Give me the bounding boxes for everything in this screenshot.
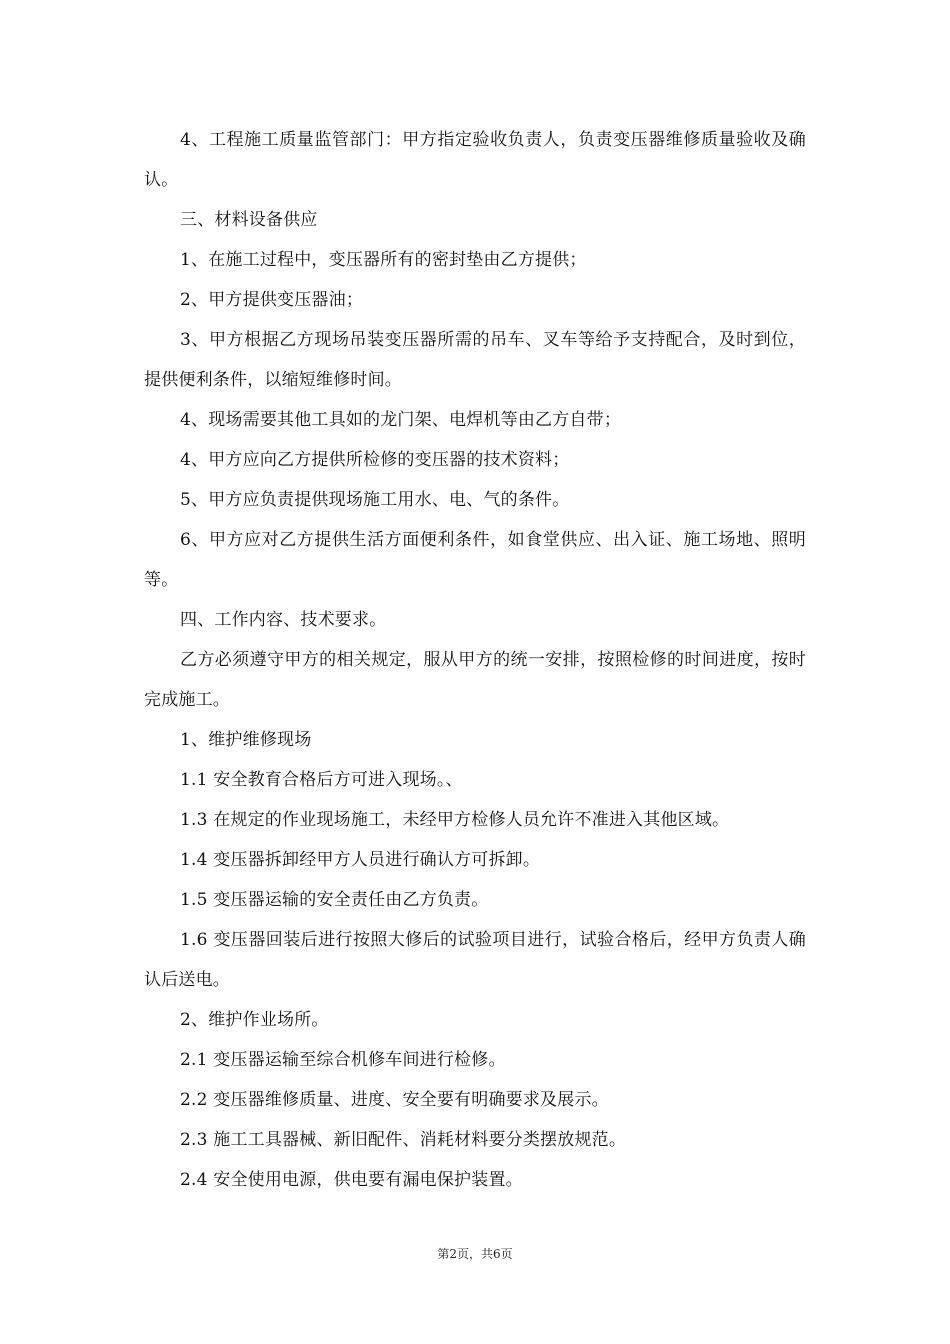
clause-1-4: 1.4 变压器拆卸经甲方人员进行确认方可拆卸。: [180, 850, 541, 870]
clause-1-6: 1.6 变压器回装后进行按照大修后的试验项目进行，试验合格后，经甲方负责人确认后送电。: [144, 930, 806, 990]
clause-2-4: 2.4 安全使用电源，供电要有漏电保护装置。: [180, 1170, 523, 1190]
clause-2-3: 2.3 施工工具器械、新旧配件、消耗材料要分类摆放规范。: [180, 1130, 627, 1150]
clause-1-5: 1.5 变压器运输的安全责任由乙方负责。: [180, 890, 489, 910]
paragraph-compliance: 乙方必须遵守甲方的相关规定，服从甲方的统一安排，按照检修的时间进度，按时完成施工。: [144, 650, 806, 710]
section-heading-work-content: 四、工作内容、技术要求。: [180, 610, 387, 630]
paragraph-utilities: 5、甲方应负责提供现场施工用水、电、气的条件。: [180, 490, 570, 510]
clause-2-2: 2.2 变压器维修质量、进度、安全要有明确要求及展示。: [180, 1090, 609, 1110]
page-number-footer: 第2页，共6页: [437, 1247, 513, 1261]
paragraph-other-tools: 4、现场需要其他工具如的龙门架、电焊机等由乙方自带；: [180, 410, 622, 430]
clause-2-1: 2.1 变压器运输至综合机修车间进行检修。: [180, 1050, 506, 1070]
document-body: [144, 120, 806, 1200]
paragraph-seals: 1、在施工过程中，变压器所有的密封垫由乙方提供；: [180, 250, 587, 270]
paragraph-transformer-oil: 2、甲方提供变压器油；: [180, 290, 364, 310]
paragraph-quality-supervision: 4、工程施工质量监管部门：甲方指定验收负责人，负责变压器维修质量验收及确认。: [144, 130, 806, 190]
paragraph-living-conditions: 6、甲方应对乙方提供生活方面便利条件，如食堂供应、出入证、施工场地、照明等。: [144, 530, 806, 590]
section-heading-materials: 三、材料设备供应: [180, 210, 318, 230]
subheading-maintenance-site: 1、维护维修现场: [180, 730, 312, 750]
paragraph-technical-data: 4、甲方应向乙方提供所检修的变压器的技术资料；: [180, 450, 570, 470]
paragraph-crane-support: 3、甲方根据乙方现场吊装变压器所需的吊车、叉车等给予支持配合，及时到位，提供便利条件，以缩短维修时间。: [144, 330, 806, 390]
clause-1-3: 1.3 在规定的作业现场施工，未经甲方检修人员允许不准进入其他区域。: [180, 810, 730, 830]
subheading-work-place: 2、维护作业场所。: [180, 1010, 329, 1030]
clause-1-1: 1.1 安全教育合格后方可进入现场。、: [180, 770, 463, 790]
